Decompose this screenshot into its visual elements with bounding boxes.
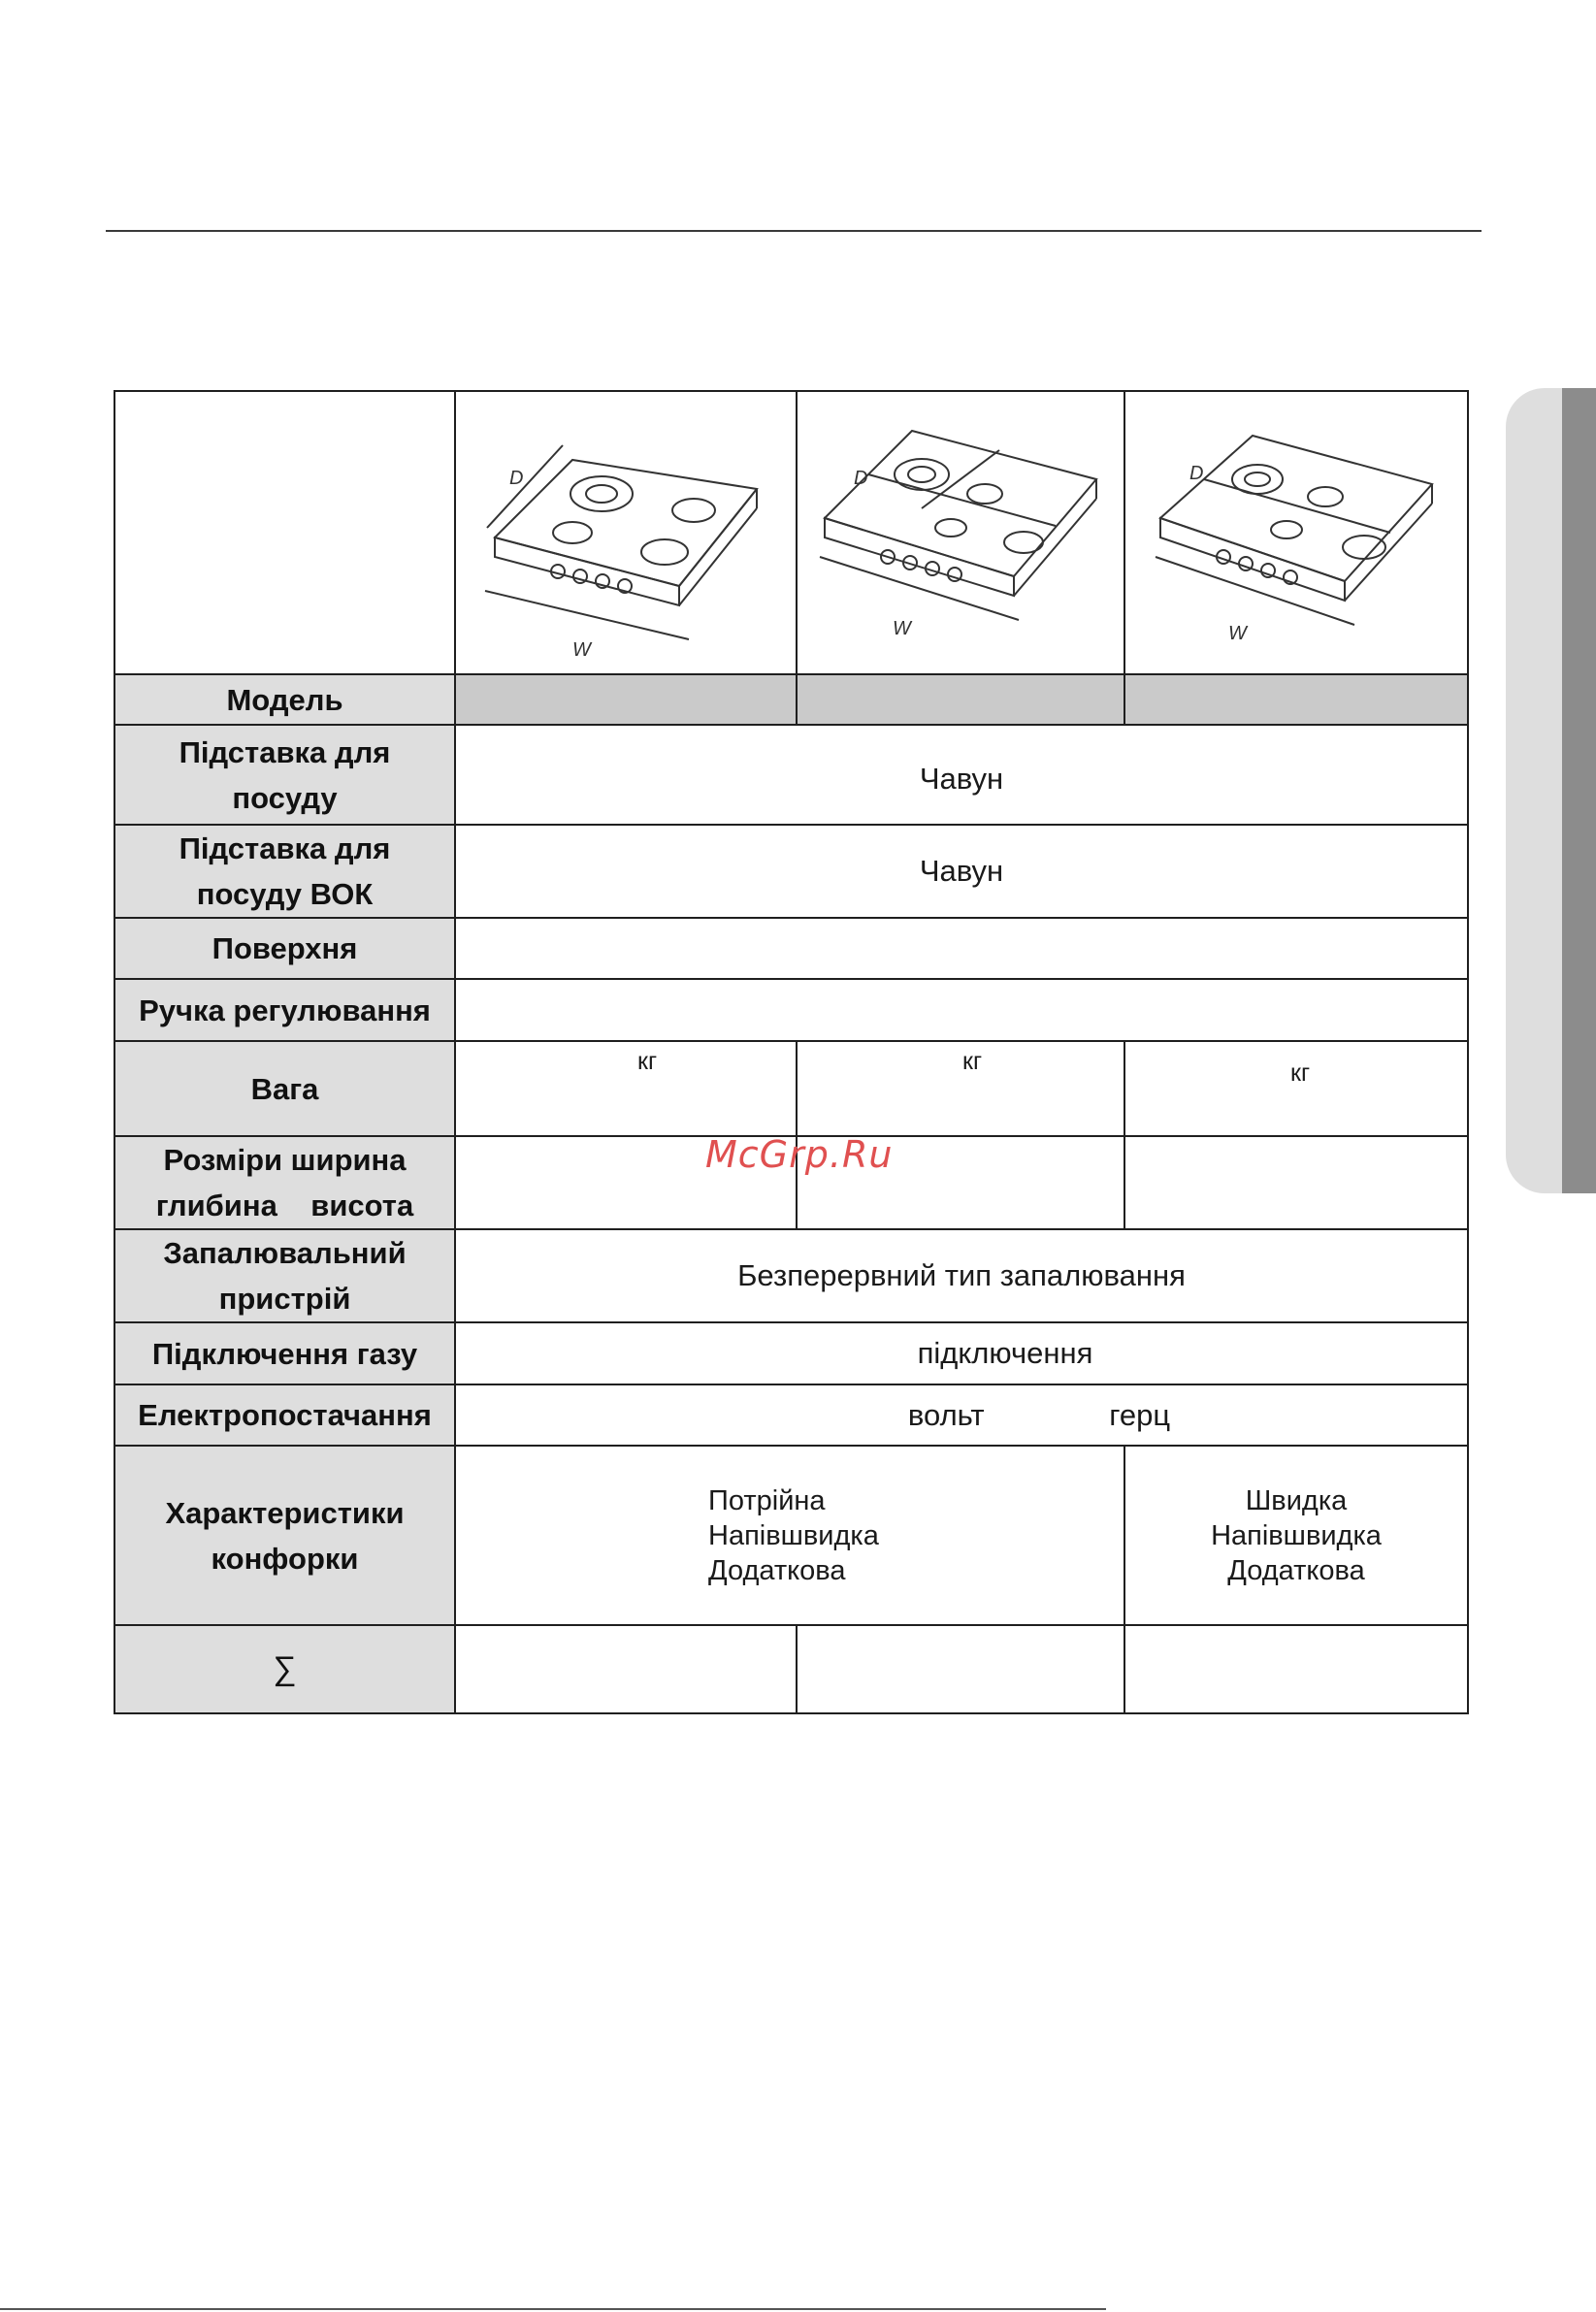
width-label: W — [893, 618, 911, 639]
wok-support-value: Чавун — [455, 825, 1468, 918]
pan-support-label: Підставка для посуду — [114, 725, 455, 825]
sum-value-3 — [1124, 1625, 1468, 1713]
gas-connection-label: Підключення газу — [114, 1322, 455, 1384]
gas-connection-value: підключення — [455, 1322, 1468, 1384]
surface-label: Поверхня — [114, 918, 455, 979]
power-supply-value: вольт герц — [455, 1384, 1468, 1446]
surface-value — [455, 918, 1468, 979]
control-knob-label: Ручка регулювання — [114, 979, 455, 1041]
model-value-2 — [797, 674, 1124, 725]
burner-value-left: Потрійна Напівшвидка Додаткова — [455, 1446, 1124, 1625]
weight-label: Вага — [114, 1041, 455, 1136]
hob-drawing-2 — [797, 391, 1124, 674]
dimensions-value-3 — [1124, 1136, 1468, 1229]
model-value-3 — [1124, 674, 1468, 725]
watermark: McGrp.Ru — [705, 1133, 894, 1176]
hob-1-illustration — [466, 402, 786, 664]
burner-value-right: Швидка Напівшвидка Додаткова — [1124, 1446, 1468, 1625]
header-rule — [106, 230, 1482, 232]
width-label: W — [572, 639, 591, 661]
sum-value-2 — [797, 1625, 1124, 1713]
footer-rule — [0, 2308, 1106, 2310]
hob-drawing-1 — [455, 391, 797, 674]
spec-table — [114, 390, 1469, 1714]
weight-unit-2: кг — [962, 1048, 983, 1075]
ignition-label: Запалювальний пристрій — [114, 1229, 455, 1322]
depth-label: D — [509, 468, 524, 489]
depth-label: D — [854, 468, 868, 489]
weight-value-3 — [1124, 1041, 1468, 1136]
hob-3-illustration — [1136, 402, 1456, 664]
hob-drawing-3 — [1124, 391, 1468, 674]
dimensions-label: Розміри ширина глибина висота — [114, 1136, 455, 1229]
width-label: W — [1228, 623, 1247, 644]
section-tab-bar — [1562, 388, 1596, 1193]
power-supply-label: Електропостачання — [114, 1384, 455, 1446]
weight-value-2 — [797, 1041, 1124, 1136]
ignition-value: Безперервний тип запалювання — [455, 1229, 1468, 1322]
model-value-1 — [455, 674, 797, 725]
depth-label: D — [1189, 463, 1204, 484]
model-label: Модель — [114, 674, 455, 725]
weight-unit-3: кг — [1290, 1059, 1311, 1087]
header-corner-cell — [114, 391, 455, 674]
wok-support-label: Підставка для посуду ВОК — [114, 825, 455, 918]
sum-value-1 — [455, 1625, 797, 1713]
control-knob-value — [455, 979, 1468, 1041]
weight-unit-1: кг — [637, 1048, 658, 1075]
sigma-symbol: ∑ — [273, 1650, 297, 1687]
weight-value-1 — [455, 1041, 797, 1136]
pan-support-value: Чавун — [455, 725, 1468, 825]
hob-2-illustration — [805, 402, 1116, 664]
burner-label: Характеристики конфорки — [114, 1446, 455, 1625]
sum-label — [114, 1625, 455, 1713]
